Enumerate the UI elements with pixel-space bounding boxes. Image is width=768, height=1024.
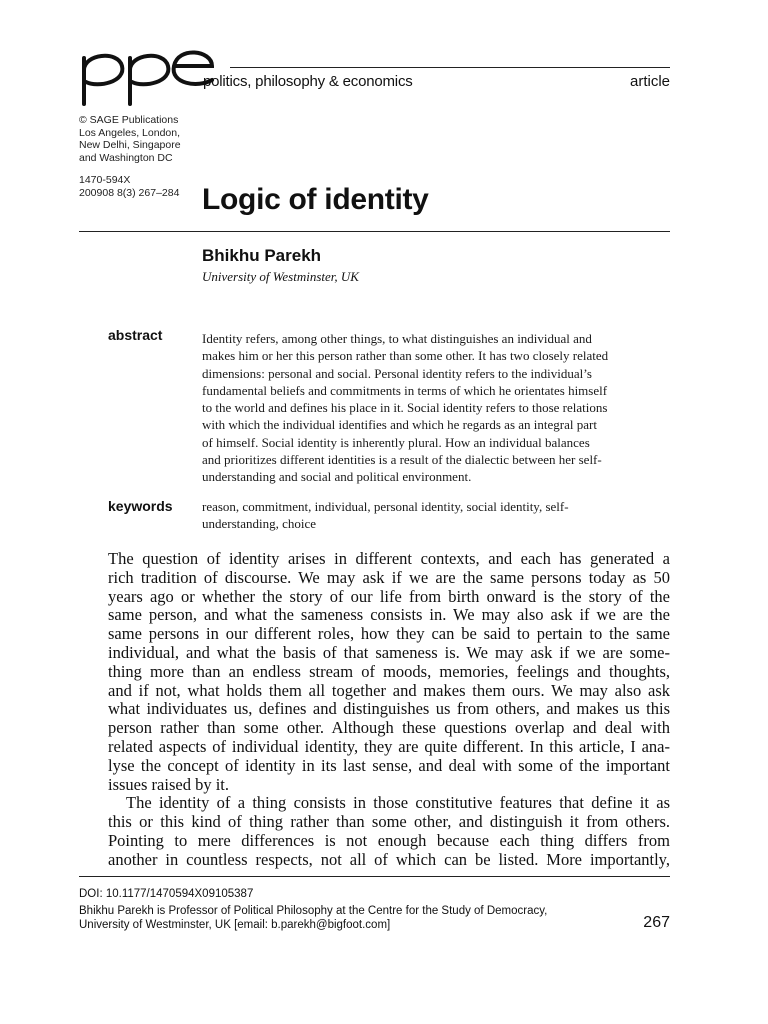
body-line: issues raised by it. — [108, 774, 229, 794]
abstract-line: to the world and defines his place in it. Social identity refers to those relations — [202, 400, 608, 416]
body-line: The identity of a thing consists in those constitutive features that define it as — [126, 793, 670, 813]
keywords-line: reason, commitment, individual, personal identity, social identity, self- — [202, 499, 569, 514]
issue-line: 200908 8(3) 267–284 — [79, 186, 180, 199]
abstract-line: and prioritizes different identities is a result of the dialectic between her self- — [202, 452, 602, 468]
body-line: related aspects of individual identity, they are quite different. In this article, I ana- — [108, 736, 670, 756]
publisher-info — [79, 114, 181, 164]
publisher-line: Los Angeles, London, — [79, 126, 181, 139]
journal-logo — [78, 40, 218, 110]
abstract-line: of himself. Social identity is inherently plural. How an individual balances — [202, 434, 590, 450]
body-line: person rather than some other. Although these questions overlap and deal with — [108, 718, 670, 738]
body-line: The question of identity arises in different contexts, and each has generated a — [108, 549, 670, 568]
keywords-label: keywords — [108, 498, 173, 514]
keywords-text — [202, 498, 569, 533]
abstract-line: understanding and social and political environment. — [202, 469, 472, 485]
abstract-line: fundamental beliefs and commitments in terms of which he orientates himself — [202, 382, 608, 398]
author-note-line: Bhikhu Parekh is Professor of Political Philosophy at the Centre for the Study of Democracy, — [79, 905, 548, 917]
body-line: another in countless respects, not all of which can be listed. More importantly, — [108, 849, 670, 869]
body-line: rich tradition of discourse. We may ask if we are the same persons today as 50 — [108, 567, 670, 587]
footer-doi: DOI: 10.1177/1470594X09105387 — [79, 888, 254, 900]
abstract-text — [202, 330, 608, 486]
article-title: Logic of identity — [202, 183, 429, 216]
issn-info — [79, 174, 179, 199]
publisher-line: © SAGE Publications — [79, 114, 179, 126]
body-text — [108, 550, 670, 870]
body-line: lyse the concept of identity in its last sense, and deal with some of the important — [108, 755, 670, 775]
publisher-line: New Delhi, Singapore — [79, 139, 181, 151]
issn-line: 1470-594X — [79, 174, 131, 186]
abstract-line: dimensions: personal and social. Personal identity refers to the individual’s — [202, 365, 592, 381]
author-affiliation: University of Westminster, UK — [202, 269, 359, 284]
abstract-line: Identity refers, among other things, to what distinguishes an individual and — [202, 331, 592, 346]
publisher-line: and Washington DC — [79, 151, 173, 164]
abstract-line: makes him or her this person rather than some other. It has two closely related — [202, 348, 609, 364]
journal-name: politics, philosophy & economics — [203, 73, 413, 90]
abstract-line: with which the individual identifies and which he regards as an integral part — [202, 417, 597, 433]
author-note-line: University of Westminster, UK [email: b.parekh@bigfoot.com] — [79, 919, 391, 931]
author-name: Bhikhu Parekh — [202, 246, 322, 265]
body-line: Pointing to mere differences is not enough because each thing differs from — [108, 830, 670, 850]
body-line: and if not, what holds them all together and makes them ours. We may also ask — [108, 680, 670, 700]
page-number: 267 — [643, 914, 670, 931]
title-rule — [79, 231, 670, 232]
abstract-label: abstract — [108, 327, 163, 343]
body-line: individual, and what the basis of that sameness is. We may ask if we are some- — [108, 642, 670, 662]
article-type-label: article — [629, 73, 670, 90]
footer-rule — [79, 876, 670, 877]
body-line: thing more than an endless stream of moods, memories, feelings and thoughts, — [108, 661, 670, 681]
body-line: this or this kind of thing rather than some other, and distinguish it from others. — [108, 812, 670, 832]
header-rule — [230, 67, 670, 68]
body-line: what individuates us, defines and distinguishes us from others, and makes us this — [108, 699, 670, 719]
body-line: same persons in our different roles, how they can be said to pertain to the same — [108, 624, 670, 644]
author-note — [79, 904, 547, 932]
body-line: years ago or whether the story of our life from birth onward is the story of the — [108, 586, 670, 606]
body-line: same person, and what the sameness consists in. We may also ask if we are the — [108, 605, 670, 625]
keywords-line: understanding, choice — [202, 516, 317, 532]
